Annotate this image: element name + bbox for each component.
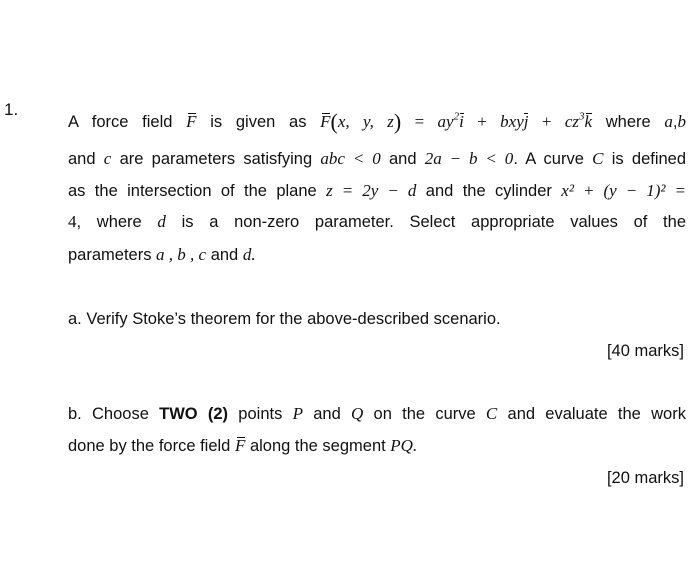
done-by-text: done by the force field — [68, 437, 231, 455]
part-a-marks: [40 marks] — [606, 342, 684, 360]
part-a-text: a. Verify Stoke’s theorem for the above-described scenario. — [68, 310, 501, 328]
force-field-equation: F(x, y, $z) = ay^2i$ + bxyj + $cz^3k$ — [320, 109, 593, 134]
point-P: P — [292, 404, 303, 423]
condition-2-and-curve: 2a − b < 0. A curve — [424, 149, 584, 168]
and-text-2: and — [388, 150, 417, 168]
parameter-list: a , b , c — [156, 245, 207, 264]
points-text: points — [238, 405, 283, 423]
question-number: 1. — [4, 100, 19, 119]
and-text-3: and — [210, 246, 239, 264]
question-line-2 — [68, 149, 686, 169]
condition-1: abc < 0 — [320, 149, 381, 168]
segment-PQ: PQ. — [390, 436, 418, 455]
cylinder-equation: x² + (y − 1)² = — [561, 181, 687, 200]
question-line-1 — [68, 109, 686, 135]
force-symbol: F — [186, 112, 197, 131]
params-ab: a,b — [664, 112, 687, 131]
part-b-marks: [20 marks] — [606, 469, 684, 487]
choose-text: b. Choose — [68, 405, 149, 423]
curve-C: C — [485, 404, 498, 423]
question-line-4 — [68, 212, 686, 232]
are-parameters-text: are parameters satisfying — [119, 150, 313, 168]
intro-text: A force field — [68, 113, 173, 131]
param-d: d — [157, 212, 166, 231]
part-b-line-2 — [68, 436, 686, 456]
is-defined-text: is defined — [611, 150, 687, 168]
param-d-end: d. — [242, 245, 256, 264]
evaluate-text: and evaluate the work — [507, 405, 686, 423]
plane-equation: z = 2y − d — [326, 181, 417, 200]
given-as-text: is given as — [210, 113, 307, 131]
curve-symbol: C — [592, 149, 604, 168]
and-text-4: and — [313, 405, 341, 423]
and-text: and c — [68, 149, 112, 168]
force-symbol-2: F — [234, 436, 246, 455]
part-b-line-1 — [68, 404, 686, 424]
non-zero-text: is a non-zero parameter. Select appropriate values of the — [181, 213, 686, 231]
where-text: where — [605, 113, 651, 131]
radius-value: 4, where — [68, 212, 142, 231]
on-curve-text: on the curve — [373, 405, 476, 423]
intersection-text: as the intersection of the plane — [68, 182, 317, 200]
two-bold: TWO (2) — [159, 405, 229, 423]
question-line-5 — [68, 245, 686, 265]
point-Q: Q — [351, 404, 364, 423]
and-cylinder-text: and the cylinder — [425, 182, 552, 200]
along-segment-text: along the segment — [249, 437, 386, 455]
question-line-3 — [68, 181, 686, 201]
parameters-text: parameters — [68, 246, 152, 264]
